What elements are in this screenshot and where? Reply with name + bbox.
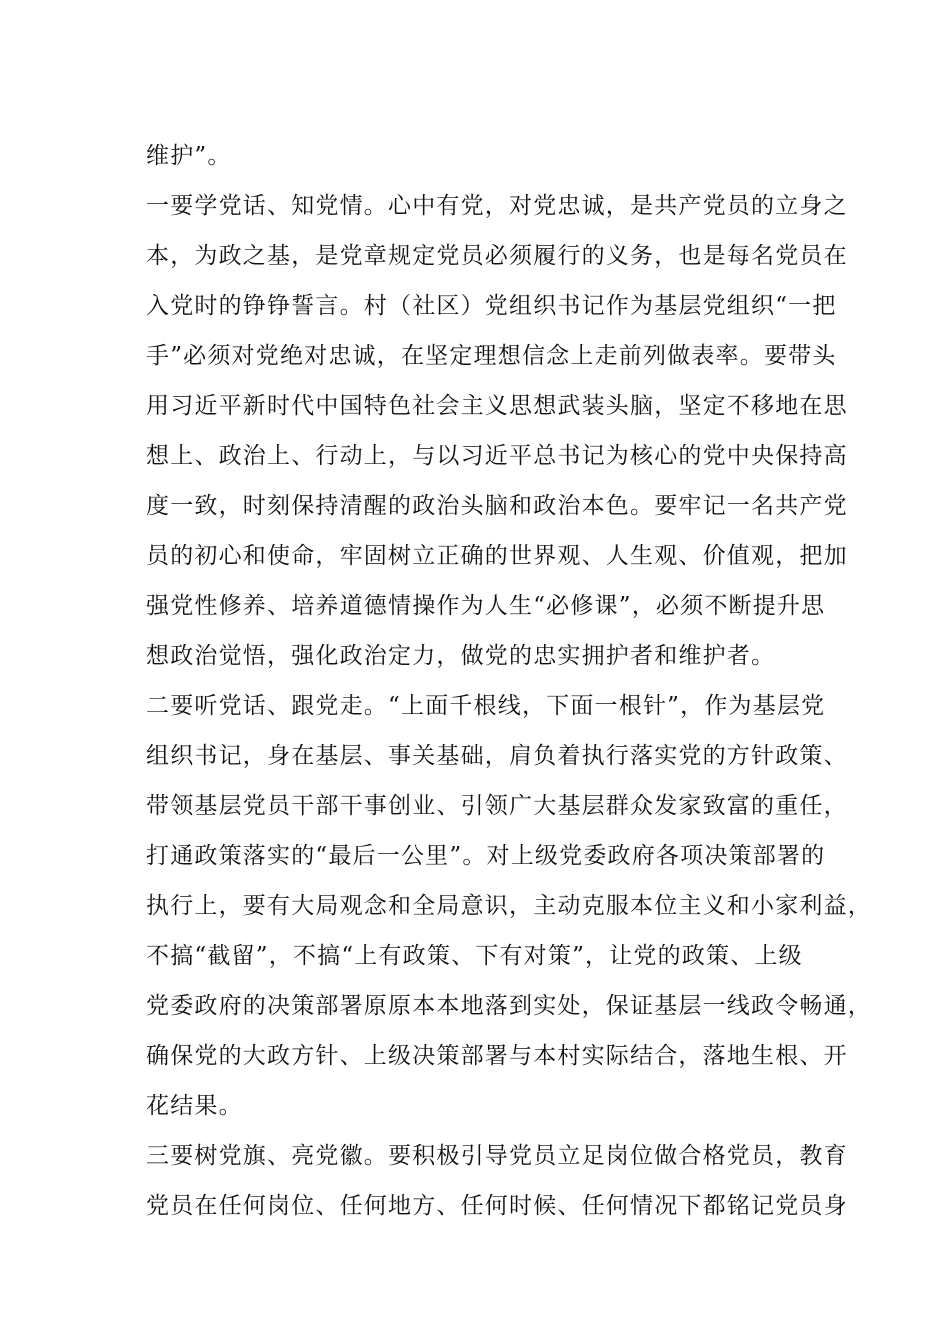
text-line: 不搞“截留”，不搞“上有政策、下有对策”，让党的政策、上级 [146, 943, 803, 969]
text-line: 手”必须对党绝对忠诚，在坚定理想信念上走前列做表率。要带头 [146, 343, 837, 369]
text-line: 想上、政治上、行动上，与以习近平总书记为核心的党中央保持高 [146, 443, 848, 469]
text-line: 党员在任何岗位、任何地方、任何时候、任何情况下都铭记党员身 [146, 1193, 848, 1219]
text-line: 执行上，要有大局观念和全局意识，主动克服本位主义和小家利益， [146, 893, 872, 919]
text-line: 带领基层党员干部干事创业、引领广大基层群众发家致富的重任， [146, 793, 848, 819]
text-line: 入党时的铮铮誓言。村（社区）党组织书记作为基层党组织“一把 [146, 293, 837, 319]
text-line: 强党性修养、培养道德情操作为人生“必修课”，必须不断提升思 [146, 593, 826, 619]
text-line: 打通政策落实的“最后一公里”。对上级党委政府各项决策部署的 [146, 843, 826, 869]
text-line: 员的初心和使命，牢固树立正确的世界观、人生观、价值观，把加 [146, 543, 848, 569]
text-line: 度一致，时刻保持清醒的政治头脑和政治本色。要牢记一名共产党 [146, 493, 848, 519]
text-line: 本，为政之基，是党章规定党员必须履行的义务，也是每名党员在 [146, 243, 848, 269]
text-line: 想政治觉悟，强化政治定力，做党的忠实拥护者和维护者。 [146, 643, 776, 669]
text-line: 用习近平新时代中国特色社会主义思想武装头脑，坚定不移地在思 [146, 393, 848, 419]
text-line: 党委政府的决策部署原原本本地落到实处，保证基层一线政令畅通， [146, 993, 872, 1019]
text-line: 二要听党话、跟党走。“上面千根线，下面一根针”，作为基层党 [146, 693, 826, 719]
text-line: 一要学党话、知党情。心中有党，对党忠诚，是共产党员的立身之 [146, 193, 848, 219]
text-line: 三要树党旗、亮党徽。要积极引导党员立足岗位做合格党员，教育 [146, 1143, 848, 1169]
text-line: 确保党的大政方针、上级决策部署与本村实际结合，落地生根、开 [146, 1043, 848, 1069]
text-line: 维护”。 [146, 143, 232, 169]
text-line: 花结果。 [146, 1093, 243, 1119]
text-line: 组织书记，身在基层、事关基础，肩负着执行落实党的方针政策、 [146, 743, 848, 769]
